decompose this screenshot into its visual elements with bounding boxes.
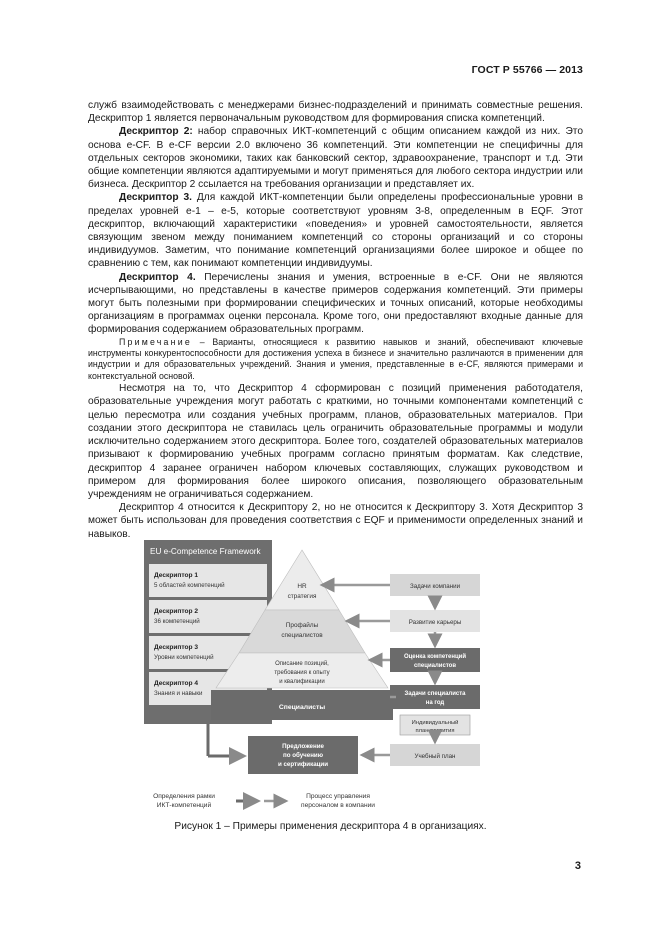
tasks-company-label: Задачи компании [409, 583, 461, 590]
offer-line2: по обучению [282, 752, 324, 759]
pyramid-top [265, 550, 339, 610]
body-text [88, 99, 583, 541]
figure-diagram [144, 540, 504, 840]
positions-line3: и квалификации [279, 679, 325, 685]
document-header: ГОСТ Р 55766 — 2013 [471, 64, 583, 76]
positions-line1: Описание позиций, [275, 661, 329, 667]
descriptor-2-desc: 36 компетенций [154, 618, 200, 625]
framework-title: EU e-Competence Framework [150, 547, 261, 556]
figure-caption: Рисунок 1 – Примеры применения дескриптора 4 в организациях. [174, 821, 487, 832]
assess-line1: Оценка компетенций [403, 654, 467, 660]
descriptor-4-text: Перечислены знания и умения, встроенные в e-CF. Они не являются исчерпывающими, но представлены в качестве примеров содержания компетенций. Эти примеры могут быть полезными при формировании специфических и точных описаний, которые необходимы организациям в программах оценки персонала. Кроме того, они предоставляют входные данные для формирования содержанием образовательных программ. [88, 271, 583, 336]
descriptor-box-2 [149, 600, 267, 633]
descriptor-2-heading: Дескриптор 2: [119, 126, 193, 138]
descriptor-3-desc: Уровни компетенций [154, 654, 214, 661]
assess-line2: специалистов [413, 663, 457, 669]
paragraph-1: служб взаимодействовать с менеджерами бизнес-подразделений и принимать совместные решения. Дескриптор 1 является первоначальным руководством для формирования списка компетенций. [88, 100, 583, 125]
descriptor-4-desc: Знания и навыки [154, 690, 203, 697]
paragraph-descriptor-4 [88, 271, 583, 337]
note-paragraph [88, 337, 583, 383]
page-number: 3 [574, 860, 581, 872]
descriptor-4-heading: Дескриптор 4. [119, 271, 196, 283]
paragraph-6: Дескриптор 4 относится к Дескриптору 2, но не относится к Дескриптору 3. Хотя Дескриптор 3 может быть использован для проведения соответствия с EQF и применимости определенных знаний и навыков. [88, 502, 583, 540]
tasks-spec-line1: Задачи специалиста [404, 691, 466, 697]
paragraph-descriptor-3 [88, 191, 583, 270]
descriptor-3-title: Дескриптор 3 [154, 644, 199, 651]
descriptor-1-title: Дескриптор 1 [154, 572, 199, 579]
study-plan-label: Учебный план [414, 753, 456, 760]
positions-line2: требования к опыту [274, 670, 330, 676]
descriptor-box-1 [149, 564, 267, 597]
descriptor-3-text: Для каждой ИКТ-компетенции были определены профессиональные уровни в пределах уровней e-1 – e-5, которые соответствуют уровням 3-8, определенным в EQF. Этот дескриптор, включающий характеристики «поведения» и уровней самостоятельности, является связующим звеном между пониманием компетенций со стороны организаций и со стороны индивидуумов. Заметим, что понимание компетенций организациями более широкое и общее по сравнению с тем, как понимают компетенции индивидуумы. [88, 192, 583, 270]
paragraph-descriptor-2 [88, 125, 583, 191]
descriptor-4-title: Дескриптор 4 [154, 680, 199, 687]
profiles-line1: Профайлы [285, 622, 319, 629]
career-label: Развитие карьеры [408, 619, 462, 626]
tasks-spec-line2: на год [425, 700, 445, 706]
ind-line2: план развития [415, 728, 455, 734]
descriptor-2-text: набор справочных ИКТ-компетенций с общим описанием каждой из них. Это основа e-CF. В e-CF версии 2.0 включено 36 компетенций. Эти компетенции не специфичны для отдельных секторов экономики, таких как банковский сектор, здравоохранение, транспорт и т.д. Эти общие компетенции являются адаптируемыми и могут применяться для любого сектора индустрии или бизнеса. Дескриптор 2 ссылается на требования организации и представляет их. [88, 126, 583, 191]
specialists-label: Специалисты [278, 704, 326, 711]
offer-line1: Предложение [282, 743, 324, 750]
descriptor-3-heading: Дескриптор 3. [119, 192, 193, 204]
note-text: – Варианты, относящиеся к развитию навыков и знаний, обеспечивают ключевые инструменты конкурентоспособности для достижения успеха в бизнесе и значительно различаются в применении для индустрии и для образовательных учреждений. Знания и умения, представленные в e-CF, являются примерами и контекстуальной основой. [88, 336, 583, 381]
legend-left-line1: Определения рамки [153, 793, 215, 800]
legend-right-line2: персоналом в компании [301, 802, 375, 809]
legend-left-line2: ИКТ-компетенций [156, 802, 212, 809]
offer-line3: и сертификации [277, 761, 329, 768]
legend-right-line1: Процесс управления [306, 793, 370, 800]
descriptor-2-title: Дескриптор 2 [154, 608, 199, 615]
paragraph-5: Несмотря на то, что Дескриптор 4 сформирован с позиций применения работодателя, образовательные учреждения могут работать с краткими, но точными компонентами компетенций с целью пересмотра или создания учебных программ, планов, образовательных материалов. При создании этого дескриптора не ставилась цель ограничить образовательные программы и модули исключительно содержанием этого дескриптора. Более того, создателей образовательных материалов призывают к формированию учебных программ согласно принятым форматам. Как следствие, дескриптор 4 заранее ограничен набором ключевых составляющих, служащих руководством и примером для формирования более широкого описания, позволяющего образовательным учреждениям не ограничиваться содержанием. [88, 383, 583, 500]
hr-line1: HR [297, 583, 307, 590]
descriptor-1-desc: 5 областей компетенций [154, 582, 225, 589]
diagram-svg [144, 540, 504, 840]
profiles-line2: специалистов [281, 632, 323, 639]
hr-line2: стратегия [287, 593, 317, 600]
note-label: Примечание [119, 336, 192, 347]
ind-line1: Индивидуальный [411, 720, 459, 726]
